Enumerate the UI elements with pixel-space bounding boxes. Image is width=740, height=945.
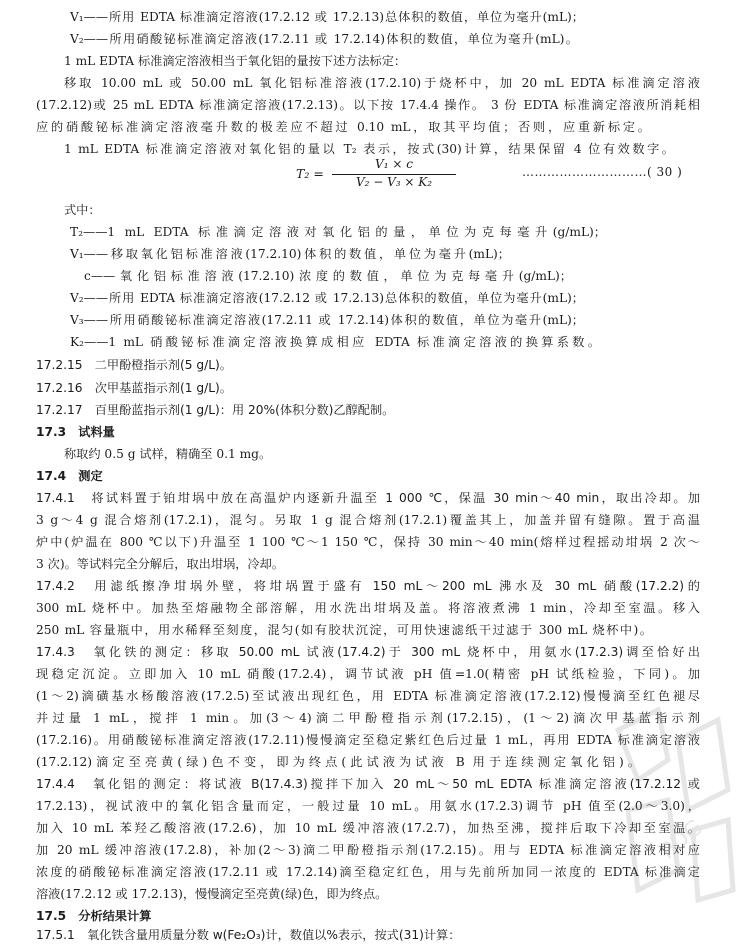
formula-lhs: T₂ = [296, 166, 324, 181]
procedure-17-4-4-line-1: 17.4.4 氧化铝的测定：将试液 B(17.4.3)搅拌下加入 20 mL～50 mL EDTA 标准滴定溶液(17.2.12 或 [36, 777, 700, 791]
where-label: 式中： [64, 203, 101, 217]
symbol-definition-v1: V₁——所用 EDTA 标准滴定溶液(17.2.12 或 17.2.13)总体积的数值，单位为毫升(mL)； [70, 10, 584, 24]
formula-numerator: V₁ × c [375, 157, 413, 171]
procedure-17-4-3-line-2: 现稳定沉淀。立即加入 10 mL 硝酸(17.2.4)，调节试液 pH 值=1.0(精密 pH 试纸检验，下同)。加 [36, 667, 700, 681]
symbol-definition-v1-b: V₁——移取氧化铝标准溶液(17.2.10)体积的数值，单位为毫升(mL)； [70, 247, 510, 261]
procedure-17-4-1-line-1: 17.4.1 将试料置于铂坩埚中放在高温炉内逐新升温至 1 000 ℃，保温 30 min～40 min，取出冷却。加 [36, 491, 700, 505]
symbol-definition-c: c——氧化铝标准溶液(17.2.10)浓度的数值，单位为克每毫升(g/mL)； [84, 269, 572, 283]
reagent-17-2-17: 17.2.17 百里酚蓝指示剂(1 g/L)：用 20%(体积分数)乙醇配制。 [36, 403, 395, 417]
procedure-17-4-3-line-3: (1～2)滴磺基水杨酸溶液(17.2.5)至试液出现红色，用 EDTA 标准滴定溶液(17.2.12)慢慢滴至红色褪尽 [36, 689, 700, 703]
procedure-17-4-4-line-5: 浓度的硝酸铋标准滴定溶液(17.2.11 或 17.2.14)滴至稳定红色，用与先前所加同一浓度的 EDTA 标准滴定 [36, 865, 700, 879]
procedure-17-4-3-line-1: 17.4.3 氧化铁的测定：移取 50.00 mL 试液(17.4.2)于 300 mL 烧杯中，用氨水(17.2.3)调至恰好出 [36, 645, 700, 659]
symbol-definition-v2: V₂——所用硝酸铋标准滴定溶液(17.2.11 或 17.2.14)体积的数值，单位为毫升(mL)。 [70, 32, 578, 46]
reagent-17-2-16: 17.2.16 次甲基蓝指示剂(1 g/L)。 [36, 381, 232, 395]
procedure-17-4-1-line-4: 3 次)。等试料完全分解后，取出坩埚，冷却。 [36, 557, 284, 571]
formula-30 [296, 157, 456, 193]
procedure-17-4-2-line-1: 17.4.2 用滤纸擦净坩埚外壁，将坩埚置于盛有 150 mL～200 mL 沸水及 30 mL 硝酸(17.2.2)的 [36, 579, 700, 593]
procedure-17-4-3-line-4: 并过量 1 mL，搅拌 1 min。加(3～4)滴二甲酚橙指示剂(17.2.15)，(1～2)滴次甲基蓝指示剂 [36, 711, 700, 725]
procedure-17-4-4-line-4: 加 20 mL 缓冲溶液(17.2.8)，补加(2～3)滴二甲酚橙指示剂(17.2.15)。用与 EDTA 标准滴定溶液相对应 [36, 843, 700, 857]
procedure-17-4-4-line-6: 溶液(17.2.12 或 17.2.13)，慢慢滴定至亮黄(绿)色，即为终点。 [36, 887, 388, 901]
section-heading-17-4: 17.4 测定 [36, 469, 103, 483]
section-heading-17-5: 17.5 分析结果计算 [36, 909, 152, 923]
reagent-17-2-15: 17.2.15 二甲酚橙指示剂(5 g/L)。 [36, 358, 232, 372]
section-heading-17-3: 17.3 试料量 [36, 425, 115, 439]
procedure-17-4-2-line-2: 300 mL 烧杯中。加热至熔融物全部溶解，用水洗出坩埚及盖。将溶液煮沸 1 min，冷却至室温。移入 [36, 601, 700, 615]
procedure-17-4-4-line-3: 加入 10 mL 苯羟乙酸溶液(17.2.6)，加 10 mL 缓冲溶液(17.2.7)，加热至沸，搅拌后取下冷却至室温。 [36, 821, 700, 835]
formula-denominator: V₂ − V₃ × K₂ [355, 175, 433, 189]
calibration-step-3: 应的硝酸铋标准滴定溶液毫升数的极差应不超过 0.10 mL，取其平均值；否则，应重新标定。 [36, 120, 650, 134]
calibration-intro: 1 mL EDTA 标准滴定溶液相当于氧化铝的量按下述方法标定： [64, 54, 407, 68]
svg-text:PDG: PDG [655, 815, 709, 865]
symbol-definition-t2: T₂——1 mL EDTA 标准滴定溶液对氧化铝的量，单位为克每毫升(g/mL)； [70, 225, 606, 239]
sample-amount-text: 称取约 0.5 g 试样，精确至 0.1 mg。 [64, 447, 272, 461]
procedure-17-4-2-line-3: 250 mL 容量瓶中，用水稀释至刻度，混匀(如有胶状沉淀，可用快速滤纸干过滤于 300 mL 烧杯中)。 [36, 623, 652, 637]
procedure-17-4-4-line-2: 17.2.13)，视试液中的氧化铝含量而定，一般过量 10 mL。用氨水(17.2.3)调节 pH 值至(2.0～3.0)， [36, 799, 700, 813]
calibration-step-1: 移取 10.00 mL 或 50.00 mL 氧化铝标准溶液(17.2.10)于烧杯中，加 20 mL EDTA 标准滴定溶液 [64, 76, 700, 90]
formula-intro: 1 mL EDTA 标准滴定溶液对氧化铝的量以 T₂ 表示，按式(30)计算，结果保留 4 位有效数字。 [64, 142, 674, 156]
procedure-17-4-3-line-5: (17.2.16)。用硝酸铋标准滴定溶液(17.2.11)慢慢滴定至稳定紫红色后过量 1 mL，再用 EDTA 标准滴定溶液 [36, 733, 700, 747]
procedure-17-4-1-line-3: 炉中(炉温在 800 ℃以下)升温至 1 100 ℃～1 150 ℃，保持 30 min～40 min(熔样过程摇动坩埚 2 次～ [36, 535, 700, 549]
procedure-17-4-3-line-6: (17.2.12)滴定至亮黄(绿)色不变，即为终点(此试液为试液 B 用于连续测定氧化铝)。 [36, 755, 640, 769]
symbol-definition-v2-b: V₂——所用 EDTA 标准滴定溶液(17.2.12 或 17.2.13)总体积的数值，单位为毫升(mL)； [70, 291, 584, 305]
calibration-step-2: (17.2.12)或 25 mL EDTA 标准滴定溶液(17.2.13)。以下按 17.4.4 操作。 3 份 EDTA 标准滴定溶液所消耗相 [36, 98, 700, 112]
formula-number: …………………………( 30 ) [522, 165, 683, 179]
symbol-definition-v3: V₃——所用硝酸铋标准滴定溶液(17.2.11 或 17.2.14)体积的数值，单位为毫升(mL)； [70, 313, 584, 327]
symbol-definition-k2: K₂——1 mL 硝酸铋标准滴定溶液换算成相应 EDTA 标准滴定溶液的换算系数。 [70, 335, 600, 349]
procedure-17-5-1: 17.5.1 氧化铁含量用质量分数 w(Fe₂O₃)计，数值以%表示，按式(31)计算： [36, 928, 461, 942]
procedure-17-4-1-line-2: 3 g～4 g 混合熔剂(17.2.1)，混匀。另取 1 g 混合熔剂(17.2.1)覆盖其上，加盖并留有缝隙。置于高温 [36, 513, 700, 527]
